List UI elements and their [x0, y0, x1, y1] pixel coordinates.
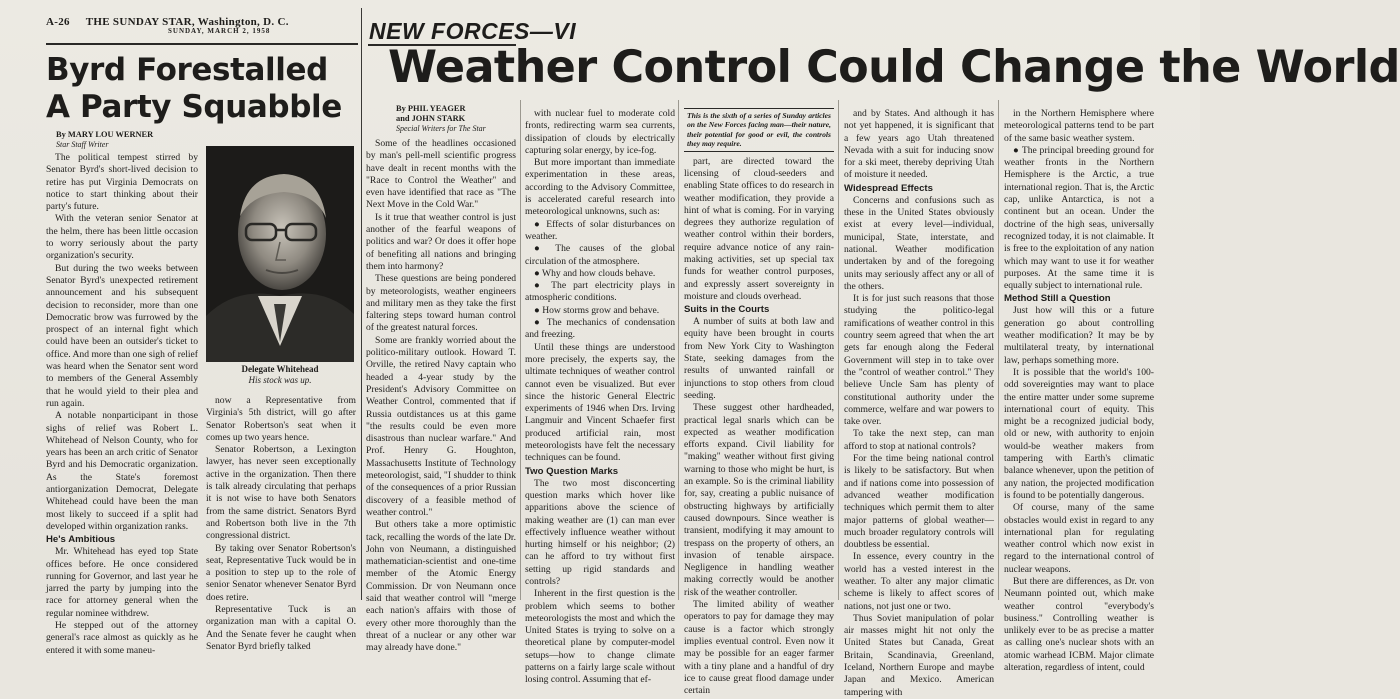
left-column-1	[46, 152, 198, 657]
paragraph: Thus Soviet manipulation of polar air masses might hit not only the United States but Canada, Great Britain, Scandinavia, Greenland, Iceland, Northern Europe and maybe Japan and Mexico. American tampering with	[844, 612, 994, 698]
paragraph: Representative Tuck is an organization man with a capital O. And the Senate fever he caught when Senator Byrd briefly talked	[206, 604, 356, 652]
left-byline: By MARY LOU WERNER Star Staff Writer	[56, 130, 154, 149]
paragraph: and by States. And although it has not yet happened, it is significant that a few years ago Utah threatened Nevada with a suit for inducing snow for a ski meet, thereby depriving Utah of moisture it needed.	[844, 108, 994, 181]
paragraph: Until these things are understood more precisely, the experts say, the ultimate techniques of weather control cannot even be visualized. But ever since the historic General Electric experiments of 1946 when Drs. Irving Langmuir and Vincent Schaefer first produced artificial rain, most meteorologists have felt the necessary techniques can be found.	[525, 341, 675, 464]
main-column-5	[1004, 108, 1154, 674]
list-item: ● The mechanics of condensation and freezing.	[525, 317, 675, 341]
paragraph: Just how will this or a future generation go about controlling weather modification? It may be by multilateral treaty, by international law, perhaps something more.	[1004, 305, 1154, 366]
paragraph: He stepped out of the attorney general's race almost as quickly as he entered it with some maneu-	[46, 619, 198, 656]
paragraph: To take the next step, can man afford to stop at national controls?	[844, 428, 994, 452]
main-byline: By PHIL YEAGER and JOHN STARK Special Writers for The Star	[396, 104, 486, 133]
paragraph: The limited ability of weather operators to pay for damage they may cause is a factor which strongly implies eventual control. Even now it may be possible for an eager farmer with a tiny plane and a handful of dry ice to cause great flood damage under certain	[684, 599, 834, 697]
paragraph: Some of the headlines occasioned by man's pell-mell scientific progress have dealt in recent months with the "Race to Control the Weather" and even have identified that race as "The Next Move in the Cold War."	[366, 138, 516, 211]
subhead: Suits in the Courts	[684, 304, 770, 316]
paragraph: in the Northern Hemisphere where meteorological patterns tend to be part of the same basic weather system.	[1004, 108, 1154, 144]
list-item: ● How storms grow and behave.	[534, 304, 660, 316]
paragraph: By taking over Senator Robertson's seat, Representative Tuck would be in a position to step up to the role of senior Senator whenever Senator Byrd does retire.	[206, 542, 356, 603]
paragraph: Concerns and confusions such as these in the United States obviously exist at every level—individual, municipal, State, interstate, and national. Weather modification undertaken by and of the foregoing units may seriously affect any or all of the others.	[844, 194, 994, 292]
paragraph: Of course, many of the same obstacles would exist in regard to any international plan for regulating weather control which now exist in regard to the international control of nuclear weapons.	[1004, 502, 1154, 575]
list-item: ● Why and how clouds behave.	[534, 267, 656, 279]
paragraph: A number of suits at both law and equity have been brought in courts from New York City to Washington State, seeking damages from the results of unwanted rainfall or injunctions to stop others from cloud seeding.	[684, 316, 834, 401]
masthead	[46, 16, 358, 35]
paragraph: But there are differences, as Dr. von Neumann pointed out, which make weather control "everybody's business." Controlling weather is unlikely ever to be as precise a matter as calling one's nuclear shots with an atomic warhead ICBM. Major climate alteration, regardless of intent, could	[1004, 575, 1154, 674]
main-column-2	[525, 108, 675, 687]
masthead-rule	[46, 43, 358, 45]
paragraph: But more important than immediate experimentation in these areas, according to the Advisory Committee, is accelerated careful research into meteorological unknowns, such as:	[525, 157, 675, 218]
paragraph: But during the two weeks between Senator Byrd's unexpected retirement announcement and his subsequent decision to reconsider, more than one Democratic brow was furrowed by the prospect of an internal fight which could have been an outsider's ticket to office. And more than one sigh of relief was heard when the Senator sent word to members of the General Assembly that he would yield to their plea and run again.	[46, 262, 198, 409]
page-number: A-26	[46, 16, 70, 28]
left-headline: Byrd Forestalled A Party Squabble	[46, 52, 342, 125]
paragraph: In essence, every country in the world has a vested interest in the weather. To alter any major climatic scheme is likely to affect scores of nations, not just one or two.	[844, 551, 994, 612]
subhead: Method Still a Question	[1004, 293, 1111, 305]
issue-date: SUNDAY, MARCH 2, 1958	[168, 27, 271, 35]
paragraph: now a Representative from Virginia's 5th district, will go after Senator Robertson's seat when it comes up two years hence.	[206, 395, 356, 443]
column-rule	[520, 100, 521, 600]
list-item: ● Effects of solar disturbances on weather.	[525, 218, 675, 242]
list-item: ● The principal breeding ground for weather fronts in the Northern Hemisphere is the Arctic, a true international region. That is, the Arctic cap, unlike Antarctica, is not a continent but an ocean. Under the doctrine of the high seas, universally recognized today, it is not claimable. It is free to the exploitation of any nation which may want to use it for weather purposes. At the same time it is equally subject to international rule.	[1004, 144, 1154, 292]
paragraph: These suggest other hardheaded, practical legal snarls which can be expected as weather modification efforts expand. Civil liability for "making" weather without first giving warning to those who might be hurt, is an example. So is the criminal liability for, say, creating a public nuisance of obstructing highways by artificially caused downpours. Since weather is transient, modifying it may amount to trespass on the property of others, an invasion of tenable airspace. Negligence in handling weather making correctly would be another risk of the weather controller.	[684, 402, 834, 598]
series-note-box: This is the sixth of a series of Sunday articles on the New Forces facing man—their nature, their potential for good or evil, the controls they may require.	[684, 108, 834, 152]
column-rule	[998, 100, 999, 600]
paragraph: The two most disconcerting question marks which hover like apparitions above the science of making weather are (1) can man ever effectively influence weather without hurting himself or his neighbor; (2) can he afford to try without first setting up rigid standards and controls?	[525, 477, 675, 587]
photo-caption: Delegate Whitehead His stock was up.	[241, 364, 319, 385]
paragraph: Senator Robertson, a Lexington lawyer, has never seen exceptionally active in the organization. Then there is talk already circulating that perhaps it is not wise to have both Senators from the same district. Senators Byrd and Robertson both live in the 7th congressional district.	[206, 444, 356, 542]
main-column-3	[684, 108, 834, 697]
paragraph: Is it true that weather control is just another of the fearful weapons of politics and war? Or does it offer hope of benefiting all nations and bringing them into harmony?	[366, 211, 516, 272]
paragraph: These questions are being pondered by meteorologists, weather engineers and military men as they take the first faltering steps toward human control of the greatest natural forces.	[366, 273, 516, 334]
paragraph: But others take a more optimistic tack, recalling the words of the late Dr. John von Neumann, a distinguished mathematician-scientist and one-time member of the Atomic Energy Commission. Dr von Neumann once said that weather control will "merge each nation's affairs with those of every other more thoroughly than the threat of a nuclear or any other war may already have done."	[366, 519, 516, 654]
paragraph: With the veteran senior Senator at the helm, there has been little occasion to worry seriously about the party organization's security.	[46, 213, 198, 262]
subhead: Widespread Effects	[844, 182, 933, 194]
paragraph: part, are directed toward the licensing of cloud-seeders and enabling State offices to do research in weather modification, they provide a hint of what is coming. For in varying degrees they authorize regulation of weather control within their borders, require advance notice of any rain-making activities, set up special tax funds for weather control purposes, and expressly assert sovereignty in moisture and clouds overhead.	[684, 155, 834, 302]
paragraph: It is possible that the world's 100-odd sovereignties may want to place the entire matter under some supreme international court of equity. This might be a recognized judicial body, old or new, with authority to enjoin would-be weather makers from tampering with Earth's climatic balance whenever, upon the petition of any nation, the projected modification is found to be potentially dangerous.	[1004, 366, 1154, 501]
left-column-2	[206, 395, 356, 653]
column-rule	[838, 100, 839, 600]
paragraph: It is for just such reasons that those studying the politico-legal ramifications of weather control in this country seem agreed that when the art gets far enough along the Federal Government will step in to take over the "control of weather control." They believe Uncle Sam has plenty of constitutional authority under the commerce, welfare and war powers to take over.	[844, 293, 994, 428]
main-headline: Weather Control Could Change the World	[388, 42, 1400, 93]
list-item: ● The causes of the global circulation of the atmosphere.	[525, 243, 675, 267]
series-kicker: NEW FORCES—VI	[369, 18, 577, 44]
paragraph: Inherent in the first question is the problem which seems to bother meteorologists the most and which the United States is trying to solve on a theoretical plane by computer-model setups—how to change climate patterns on a fairly large scale without losing control. Assuming that ef-	[525, 588, 675, 686]
paragraph: with nuclear fuel to moderate cold fronts, redirecting warm sea currents, dissipation of clouds by electrically capturing solar energy, by ice-fog.	[525, 108, 675, 156]
paragraph: The political tempest stirred by Senator Byrd's short-lived decision to retire has put Virginia Democrats on notice to start thinking about their party's future.	[46, 152, 198, 213]
paper-name: THE SUNDAY STAR, Washington, D. C.	[85, 16, 289, 28]
main-column-4	[844, 108, 994, 699]
paragraph: For the time being national control is likely to be satisfactory. But when and if nations come into possession of advanced weather modification techniques which permit them to alter major patterns of global weather—much broader regulatory controls will doubtless be essential.	[844, 453, 994, 551]
column-rule	[678, 100, 679, 600]
paragraph: Mr. Whitehead has eyed top State offices before. He once considered running for Governor, and last year he jarred the party by jumping into the race for attorney general when the regular nominee withdrew.	[46, 546, 198, 619]
portrait-photo-image	[206, 146, 354, 362]
section-divider	[361, 8, 362, 600]
main-column-1	[366, 138, 516, 654]
paragraph: A notable nonparticipant in those sighs of relief was Robert L. Whitehead of Nelson County, who for years has been an arch critic of Senator Byrd and his Democratic organization. As the State's foremost antiorganization Democrat, Delegate Whitehead could have been the man most likely to succeed if a split had developed within organization ranks.	[46, 410, 198, 532]
subhead: He's Ambitious	[46, 534, 116, 546]
subhead: Two Question Marks	[525, 465, 619, 477]
portrait-photo	[206, 146, 354, 362]
list-item: ● The part electricity plays in atmospheric conditions.	[525, 280, 675, 304]
paragraph: Some are frankly worried about the politico-military outlook. Howard T. Orville, the retired Navy captain who headed a 4-year study by the President's Advisory Committee on Weather Control, commented that if Russia outdistances us at this game "the results could be even more disastrous than nuclear warfare." And Prof. Henry G. Houghton, Massachusetts Institute of Technology meteorologist, said, "I shudder to think of the consequences of a prior Russian discovery of a feasible method of weather control."	[366, 334, 516, 518]
